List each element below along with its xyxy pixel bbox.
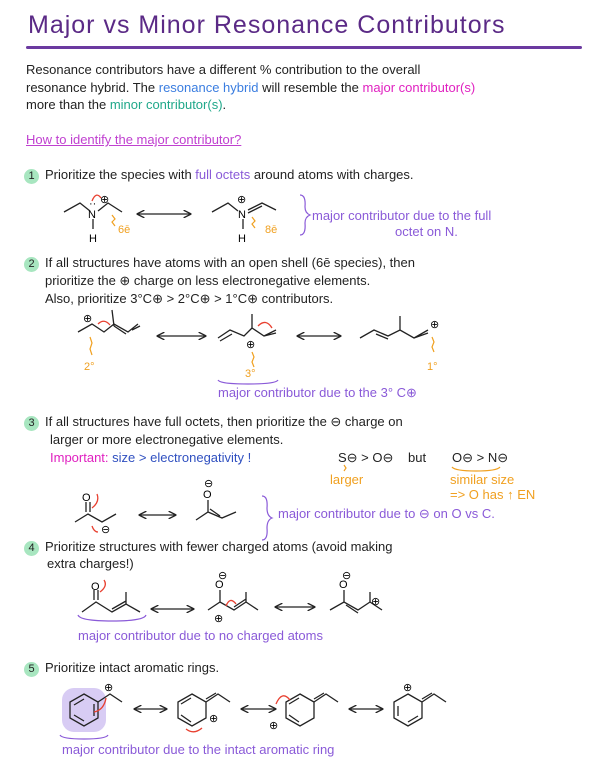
text: more than the xyxy=(26,97,110,112)
text: . xyxy=(222,97,227,112)
amine-cation-6e xyxy=(64,194,130,245)
rule-3-note: major contributor due to ⊖ on O vs C. xyxy=(278,506,495,521)
enone-neutral xyxy=(78,580,146,621)
brace xyxy=(452,467,500,471)
text: If all structures have atoms with an open shell (6ē species), then xyxy=(45,255,415,270)
plus-charge: ⊕ xyxy=(209,713,219,725)
electron-count: 8ē xyxy=(265,224,278,236)
zwitterion-2 xyxy=(330,570,382,613)
rule-1-note-1: major contributor due to the full xyxy=(312,208,492,223)
rule-2-line-2: prioritize the ⊕ charge on less electronegative elements. xyxy=(45,273,371,288)
brace xyxy=(300,195,310,235)
rule-3-line-2: larger or more electronegative elements. xyxy=(50,432,284,447)
plus-charge: ⊕ xyxy=(83,313,93,325)
rule-1-structures xyxy=(64,194,310,245)
larger-label: larger xyxy=(330,472,364,487)
ketone-enolate-carbanion xyxy=(75,492,116,536)
rule-number: 5 xyxy=(24,662,39,677)
o-atom: O xyxy=(91,581,100,593)
rule-4-structures xyxy=(78,570,382,625)
text: If all structures have full octets, then prioritize the ⊖ charge on xyxy=(45,414,403,429)
minus-charge: ⊖ xyxy=(101,524,111,536)
section-heading: How to identify the major contributor? xyxy=(26,132,242,147)
rule-number: 4 xyxy=(24,541,39,556)
enolate xyxy=(196,478,236,520)
rule-2-note: major contributor due to the 3° C⊕ xyxy=(218,385,417,400)
brace xyxy=(262,496,272,540)
degree-label: 1° xyxy=(427,361,438,373)
plus-charge: ⊕ xyxy=(403,682,413,694)
plus-charge: ⊕ xyxy=(100,194,110,206)
rule-3-structures xyxy=(75,478,272,540)
rule-1-note-2: octet on N. xyxy=(395,224,458,239)
brace xyxy=(78,615,146,621)
minus-charge: ⊖ xyxy=(342,570,352,582)
h-atom: H xyxy=(238,233,246,245)
text: around atoms with charges. xyxy=(250,167,414,182)
minus-charge: ⊖ xyxy=(218,570,228,582)
brace xyxy=(60,735,108,739)
plus-charge: ⊕ xyxy=(237,194,247,206)
rule-4-line-2: extra charges!) xyxy=(47,556,134,571)
rule-5-structures xyxy=(60,682,446,739)
rule-number: 2 xyxy=(24,257,39,272)
o-atom: O xyxy=(339,579,348,591)
rule-2-structures xyxy=(78,310,439,384)
intro-line-1: Resonance contributors have a different % contribution to the overall xyxy=(26,62,421,77)
important-text: size > electronegativity ! xyxy=(112,450,252,465)
allylic-cation-3deg xyxy=(218,314,278,384)
lone-pair: ·· xyxy=(89,198,97,210)
term-minor-contributor: minor contributor(s) xyxy=(109,97,223,112)
electron-count: 6ē xyxy=(118,224,131,236)
squiggle xyxy=(344,465,346,471)
degree-label: 2° xyxy=(84,361,95,373)
benzylic-cation-aromatic xyxy=(60,682,122,739)
text: will resemble the xyxy=(258,80,363,95)
plus-charge: ⊕ xyxy=(430,319,440,331)
term-resonance-hybrid: resonance hybrid xyxy=(158,80,259,95)
allylic-cation-2deg xyxy=(78,310,140,373)
rule-number: 1 xyxy=(24,169,39,184)
o-atom: O xyxy=(203,489,212,501)
ring-cation-para xyxy=(269,693,338,732)
rule-number: 3 xyxy=(24,416,39,431)
text: resonance hybrid. The xyxy=(26,80,159,95)
page-title: Major vs Minor Resonance Contributors xyxy=(28,11,506,39)
text: Prioritize structures with fewer charged atoms (avoid making xyxy=(45,539,393,554)
allylic-cation-1deg xyxy=(360,316,439,373)
plus-charge: ⊕ xyxy=(104,682,114,694)
term-full-octets: full octets xyxy=(195,167,251,182)
rule-2-line-3: Also, prioritize 3°C⊕ > 2°C⊕ > 1°C⊕ contributors. xyxy=(45,291,334,306)
n-atom: N xyxy=(238,209,246,221)
plus-charge: ⊕ xyxy=(214,613,224,625)
but-label: but xyxy=(408,450,427,465)
n-atom: N xyxy=(88,209,96,221)
o-has-en-label: => O has ↑ EN xyxy=(450,487,536,502)
rule-5-note: major contributor due to the intact aromatic ring xyxy=(62,742,335,757)
o-atom: O xyxy=(215,579,224,591)
plus-charge: ⊕ xyxy=(269,720,279,732)
comparison-s-o: S⊖ > O⊖ xyxy=(338,450,394,465)
zwitterion-1 xyxy=(208,570,258,625)
h-atom: H xyxy=(89,233,97,245)
ring-cation-ortho xyxy=(178,693,230,732)
rule-4-note: major contributor due to no charged atoms xyxy=(78,628,323,643)
plus-charge: ⊕ xyxy=(371,596,381,608)
iminium-8e xyxy=(212,194,277,245)
degree-label: 3° xyxy=(245,368,256,380)
important-label: Important: xyxy=(50,450,109,465)
text: Prioritize the species with xyxy=(45,167,196,182)
term-major-contributor: major contributor(s) xyxy=(362,80,476,95)
minus-charge: ⊖ xyxy=(204,478,214,490)
brace xyxy=(218,380,278,384)
text: Prioritize intact aromatic rings. xyxy=(45,660,220,675)
ring-cation-ortho-2 xyxy=(394,682,446,726)
plus-charge: ⊕ xyxy=(246,339,256,351)
o-atom: O xyxy=(82,492,91,504)
comparison-o-n: O⊖ > N⊖ xyxy=(452,450,509,465)
similar-size-label: similar size xyxy=(450,472,515,487)
